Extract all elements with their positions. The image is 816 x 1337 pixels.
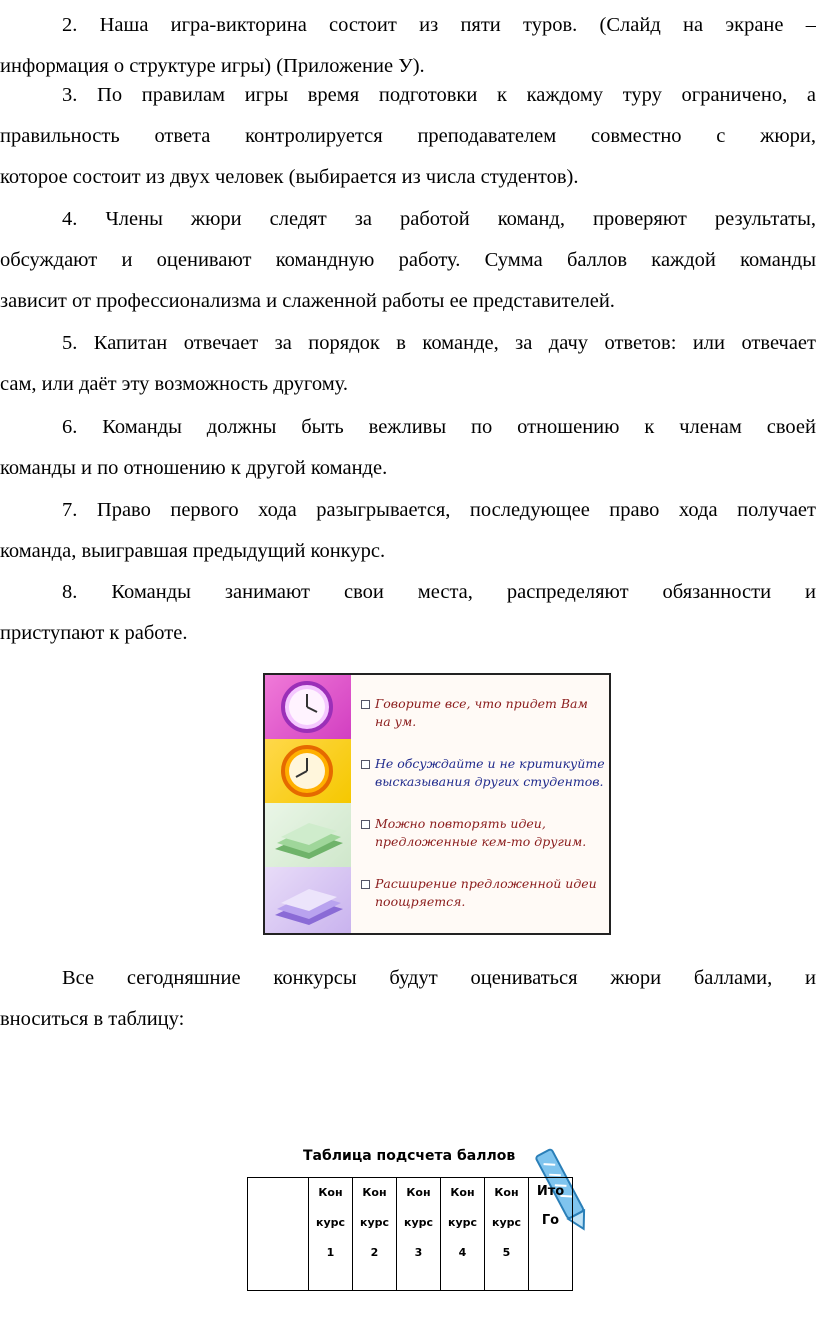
header-line: курс xyxy=(447,1216,478,1229)
text-line: которое состоит из двух человек (выбирается из числа студентов). xyxy=(0,166,579,188)
text-line: 5. Капитан отвечает за порядок в команде, за дачу ответов: или отвечает xyxy=(62,332,816,354)
contest-header xyxy=(397,1178,441,1291)
text-line: приступают к работе. xyxy=(0,622,188,644)
table-title: Таблица подсчета баллов xyxy=(303,1148,516,1164)
header-line: 4 xyxy=(458,1246,467,1259)
team-cell xyxy=(248,1178,309,1291)
bullet-square-icon xyxy=(361,760,370,769)
text-line: 7. Право первого хода разыгрывается, последующее право хода получает xyxy=(62,499,816,521)
text-line: 4. Члены жюри следят за работой команд, проверяют результаты, xyxy=(62,208,816,230)
slide-bullet xyxy=(361,695,605,731)
header-line: Ито xyxy=(536,1184,565,1199)
purple-clock-tile xyxy=(265,675,351,739)
bullet-square-icon xyxy=(361,820,370,829)
header-line: курс xyxy=(359,1216,390,1229)
bullet-text: Расширение предложенной идеи поощряется. xyxy=(375,876,597,909)
contest-header xyxy=(485,1178,529,1291)
green-books-tile xyxy=(265,803,351,867)
bullet-text: Говорите все, что придет Вам на ум. xyxy=(375,696,588,729)
header-line: 3 xyxy=(414,1246,423,1259)
paragraph-4 xyxy=(0,323,816,405)
bullet-text: Не обсуждайте и не критикуйте высказывания других студентов. xyxy=(375,756,605,789)
paragraph-3 xyxy=(0,199,816,322)
contest-header xyxy=(441,1178,485,1291)
header-line: курс xyxy=(403,1216,434,1229)
bullet-square-icon xyxy=(361,880,370,889)
text-line: вноситься в таблицу: xyxy=(0,1008,185,1030)
table-row xyxy=(248,1178,573,1291)
text-line: 2. Наша игра-викторина состоит из пяти туров. (Слайд на экране – xyxy=(62,14,816,36)
contest-header xyxy=(353,1178,397,1291)
text-line: команда, выигравшая предыдущий конкурс. xyxy=(0,540,386,562)
clock-icon xyxy=(265,739,351,803)
books-icon xyxy=(265,867,351,933)
slide-image xyxy=(263,673,611,935)
slide-bullet xyxy=(361,875,605,911)
header-line: Кон xyxy=(406,1186,431,1199)
text-line: информация о структуре игры) (Приложение У). xyxy=(0,55,425,77)
clock-icon xyxy=(265,675,351,739)
text-line: обсуждают и оценивают командную работу. Сумма баллов каждой команды xyxy=(0,249,816,271)
slide-bullet-list xyxy=(361,695,605,935)
text-line: команды и по отношению к другой команде. xyxy=(0,457,388,479)
header-line: Го xyxy=(541,1213,560,1228)
text-line: Все сегодняшние конкурсы будут оцениваться жюри баллами, и xyxy=(62,967,816,989)
header-line: курс xyxy=(315,1216,346,1229)
total-header xyxy=(529,1178,573,1291)
paragraph-2 xyxy=(0,75,816,198)
slide-bullet xyxy=(361,755,605,791)
text-line: 3. По правилам игры время подготовки к каждому туру ограничено, а xyxy=(62,84,816,106)
paragraph-5 xyxy=(0,407,816,489)
header-line: курс xyxy=(491,1216,522,1229)
header-line: 2 xyxy=(370,1246,379,1259)
paragraph-6 xyxy=(0,490,816,572)
header-line: 1 xyxy=(326,1246,335,1259)
text-line: сам, или даёт эту возможность другому. xyxy=(0,373,348,395)
header-line: Кон xyxy=(362,1186,387,1199)
score-table xyxy=(247,1177,573,1291)
books-icon xyxy=(265,803,351,867)
text-line: правильность ответа контролируется преподавателем совместно с жюри, xyxy=(0,125,816,147)
violet-books-tile xyxy=(265,867,351,933)
orange-clock-tile xyxy=(265,739,351,803)
paragraph-scoring xyxy=(0,958,816,1040)
header-line: Кон xyxy=(494,1186,519,1199)
header-line: Кон xyxy=(318,1186,343,1199)
header-line: 5 xyxy=(502,1246,511,1259)
header-line: Кон xyxy=(450,1186,475,1199)
text-line: зависит от профессионализма и слаженной работы ее представителей. xyxy=(0,290,615,312)
contest-header xyxy=(309,1178,353,1291)
slide-bullet xyxy=(361,815,605,851)
bullet-square-icon xyxy=(361,700,370,709)
text-line: 6. Команды должны быть вежливы по отношению к членам своей xyxy=(62,416,816,438)
bullet-text: Можно повторять идеи, предложенные кем-то другим. xyxy=(375,816,587,849)
text-line: 8. Команды занимают свои места, распределяют обязанности и xyxy=(62,581,816,603)
paragraph-7 xyxy=(0,572,816,654)
